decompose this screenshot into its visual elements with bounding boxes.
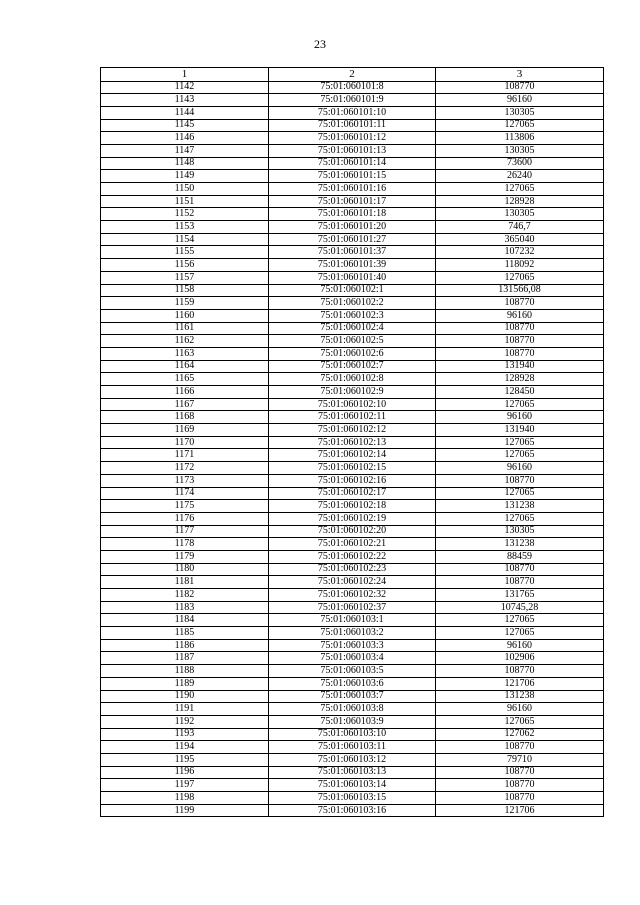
cadastral-number-cell: 75:01:060103:13 <box>269 766 436 779</box>
cadastral-number-cell: 75:01:060101:15 <box>269 170 436 183</box>
row-number-cell: 1199 <box>101 804 269 817</box>
table-row <box>101 246 604 259</box>
row-number-cell: 1196 <box>101 766 269 779</box>
row-number-cell: 1170 <box>101 436 269 449</box>
value-cell: 127065 <box>436 436 604 449</box>
row-number-cell: 1144 <box>101 106 269 119</box>
table-row <box>101 728 604 741</box>
row-number-cell: 1160 <box>101 309 269 322</box>
value-cell: 127065 <box>436 398 604 411</box>
table-row <box>101 132 604 145</box>
value-cell: 108770 <box>436 779 604 792</box>
value-cell: 26240 <box>436 170 604 183</box>
value-cell: 131238 <box>436 538 604 551</box>
cadastral-number-cell: 75:01:060103:5 <box>269 665 436 678</box>
cadastral-number-cell: 75:01:060102:19 <box>269 512 436 525</box>
table-row <box>101 563 604 576</box>
table-row <box>101 715 604 728</box>
table-row <box>101 386 604 399</box>
table-row <box>101 81 604 94</box>
cadastral-number-cell: 75:01:060101:13 <box>269 144 436 157</box>
cadastral-number-cell: 75:01:060103:1 <box>269 614 436 627</box>
table-row <box>101 233 604 246</box>
table-row <box>101 411 604 424</box>
row-number-cell: 1145 <box>101 119 269 132</box>
table-row <box>101 259 604 272</box>
row-number-cell: 1174 <box>101 487 269 500</box>
cadastral-number-cell: 75:01:060102:3 <box>269 309 436 322</box>
table-row <box>101 550 604 563</box>
table-row <box>101 271 604 284</box>
row-number-cell: 1166 <box>101 386 269 399</box>
cadastral-number-cell: 75:01:060102:12 <box>269 424 436 437</box>
table-row <box>101 360 604 373</box>
table-row <box>101 665 604 678</box>
value-cell: 96160 <box>436 411 604 424</box>
table-row <box>101 703 604 716</box>
row-number-cell: 1189 <box>101 677 269 690</box>
table-row <box>101 183 604 196</box>
cadastral-number-cell: 75:01:060102:9 <box>269 386 436 399</box>
row-number-cell: 1158 <box>101 284 269 297</box>
table-body <box>101 81 604 817</box>
value-cell: 127065 <box>436 119 604 132</box>
value-cell: 96160 <box>436 462 604 475</box>
cadastral-number-cell: 75:01:060101:40 <box>269 271 436 284</box>
value-cell: 131566,08 <box>436 284 604 297</box>
row-number-cell: 1192 <box>101 715 269 728</box>
table-row <box>101 576 604 589</box>
row-number-cell: 1184 <box>101 614 269 627</box>
value-cell: 88459 <box>436 550 604 563</box>
row-number-cell: 1179 <box>101 550 269 563</box>
value-cell: 121706 <box>436 677 604 690</box>
table-row <box>101 309 604 322</box>
value-cell: 127065 <box>436 715 604 728</box>
value-cell: 108770 <box>436 297 604 310</box>
value-cell: 108770 <box>436 563 604 576</box>
value-cell: 108770 <box>436 576 604 589</box>
cadastral-number-cell: 75:01:060103:8 <box>269 703 436 716</box>
cadastral-number-cell: 75:01:060103:9 <box>269 715 436 728</box>
table-row <box>101 792 604 805</box>
value-cell: 130305 <box>436 106 604 119</box>
row-number-cell: 1175 <box>101 500 269 513</box>
row-number-cell: 1155 <box>101 246 269 259</box>
table-row <box>101 297 604 310</box>
table-row <box>101 741 604 754</box>
row-number-cell: 1178 <box>101 538 269 551</box>
row-number-cell: 1183 <box>101 601 269 614</box>
row-number-cell: 1185 <box>101 627 269 640</box>
cadastral-number-cell: 75:01:060102:8 <box>269 373 436 386</box>
row-number-cell: 1152 <box>101 208 269 221</box>
cadastral-number-cell: 75:01:060103:11 <box>269 741 436 754</box>
table-row <box>101 119 604 132</box>
table-row <box>101 779 604 792</box>
table-row <box>101 512 604 525</box>
cadastral-number-cell: 75:01:060101:9 <box>269 94 436 107</box>
cadastral-number-cell: 75:01:060101:14 <box>269 157 436 170</box>
cadastral-number-cell: 75:01:060102:2 <box>269 297 436 310</box>
table-row <box>101 373 604 386</box>
value-cell: 130305 <box>436 525 604 538</box>
cadastral-number-cell: 75:01:060102:10 <box>269 398 436 411</box>
cadastral-number-cell: 75:01:060103:3 <box>269 639 436 652</box>
column-header-2: 2 <box>269 68 436 82</box>
value-cell: 107232 <box>436 246 604 259</box>
value-cell: 128928 <box>436 373 604 386</box>
cadastral-number-cell: 75:01:060102:4 <box>269 322 436 335</box>
table-row <box>101 208 604 221</box>
row-number-cell: 1187 <box>101 652 269 665</box>
row-number-cell: 1197 <box>101 779 269 792</box>
table-row <box>101 487 604 500</box>
value-cell: 127065 <box>436 487 604 500</box>
row-number-cell: 1177 <box>101 525 269 538</box>
column-header-3: 3 <box>436 68 604 82</box>
cadastral-number-cell: 75:01:060103:14 <box>269 779 436 792</box>
cadastral-number-cell: 75:01:060102:13 <box>269 436 436 449</box>
row-number-cell: 1195 <box>101 753 269 766</box>
row-number-cell: 1164 <box>101 360 269 373</box>
cadastral-number-cell: 75:01:060102:7 <box>269 360 436 373</box>
row-number-cell: 1188 <box>101 665 269 678</box>
cadastral-number-cell: 75:01:060102:15 <box>269 462 436 475</box>
cadastral-number-cell: 75:01:060101:37 <box>269 246 436 259</box>
cadastral-number-cell: 75:01:060101:20 <box>269 221 436 234</box>
row-number-cell: 1154 <box>101 233 269 246</box>
row-number-cell: 1159 <box>101 297 269 310</box>
value-cell: 10745,28 <box>436 601 604 614</box>
cadastral-number-cell: 75:01:060101:16 <box>269 183 436 196</box>
table-row <box>101 639 604 652</box>
cadastral-number-cell: 75:01:060103:10 <box>269 728 436 741</box>
row-number-cell: 1143 <box>101 94 269 107</box>
table-row <box>101 525 604 538</box>
value-cell: 127065 <box>436 183 604 196</box>
table-row <box>101 538 604 551</box>
value-cell: 108770 <box>436 665 604 678</box>
value-cell: 108770 <box>436 335 604 348</box>
table-row <box>101 474 604 487</box>
header-row <box>101 68 604 82</box>
value-cell: 127065 <box>436 449 604 462</box>
value-cell: 131940 <box>436 360 604 373</box>
row-number-cell: 1147 <box>101 144 269 157</box>
table-row <box>101 157 604 170</box>
cadastral-number-cell: 75:01:060102:32 <box>269 589 436 602</box>
cadastral-number-cell: 75:01:060102:5 <box>269 335 436 348</box>
table-row <box>101 462 604 475</box>
cadastral-number-cell: 75:01:060103:12 <box>269 753 436 766</box>
row-number-cell: 1150 <box>101 183 269 196</box>
row-number-cell: 1167 <box>101 398 269 411</box>
row-number-cell: 1193 <box>101 728 269 741</box>
cadastral-number-cell: 75:01:060102:22 <box>269 550 436 563</box>
cadastral-number-cell: 75:01:060103:16 <box>269 804 436 817</box>
table-row <box>101 804 604 817</box>
column-header-1: 1 <box>101 68 269 82</box>
value-cell: 96160 <box>436 639 604 652</box>
row-number-cell: 1169 <box>101 424 269 437</box>
row-number-cell: 1198 <box>101 792 269 805</box>
row-number-cell: 1153 <box>101 221 269 234</box>
cadastral-number-cell: 75:01:060101:12 <box>269 132 436 145</box>
row-number-cell: 1156 <box>101 259 269 272</box>
row-number-cell: 1163 <box>101 347 269 360</box>
table-row <box>101 652 604 665</box>
value-cell: 79710 <box>436 753 604 766</box>
cadastral-number-cell: 75:01:060101:11 <box>269 119 436 132</box>
row-number-cell: 1162 <box>101 335 269 348</box>
table-row <box>101 335 604 348</box>
value-cell: 130305 <box>436 144 604 157</box>
cadastral-number-cell: 75:01:060102:23 <box>269 563 436 576</box>
value-cell: 96160 <box>436 703 604 716</box>
cadastral-number-cell: 75:01:060102:14 <box>269 449 436 462</box>
cadastral-number-cell: 75:01:060101:39 <box>269 259 436 272</box>
row-number-cell: 1173 <box>101 474 269 487</box>
cadastral-number-cell: 75:01:060101:18 <box>269 208 436 221</box>
cadastral-number-cell: 75:01:060102:11 <box>269 411 436 424</box>
cadastral-number-cell: 75:01:060102:37 <box>269 601 436 614</box>
row-number-cell: 1194 <box>101 741 269 754</box>
row-number-cell: 1180 <box>101 563 269 576</box>
row-number-cell: 1171 <box>101 449 269 462</box>
value-cell: 127065 <box>436 614 604 627</box>
value-cell: 127062 <box>436 728 604 741</box>
value-cell: 131765 <box>436 589 604 602</box>
cadastral-number-cell: 75:01:060103:6 <box>269 677 436 690</box>
cadastral-number-cell: 75:01:060102:18 <box>269 500 436 513</box>
table-row <box>101 614 604 627</box>
row-number-cell: 1172 <box>101 462 269 475</box>
row-number-cell: 1181 <box>101 576 269 589</box>
cadastral-number-cell: 75:01:060103:15 <box>269 792 436 805</box>
table-row <box>101 449 604 462</box>
value-cell: 96160 <box>436 94 604 107</box>
table-row <box>101 284 604 297</box>
table-row <box>101 677 604 690</box>
table-row <box>101 424 604 437</box>
value-cell: 108770 <box>436 81 604 94</box>
row-number-cell: 1142 <box>101 81 269 94</box>
cadastral-number-cell: 75:01:060103:7 <box>269 690 436 703</box>
table-row <box>101 170 604 183</box>
row-number-cell: 1157 <box>101 271 269 284</box>
value-cell: 108770 <box>436 766 604 779</box>
value-cell: 365040 <box>436 233 604 246</box>
value-cell: 108770 <box>436 322 604 335</box>
value-cell: 130305 <box>436 208 604 221</box>
value-cell: 131940 <box>436 424 604 437</box>
table-row <box>101 627 604 640</box>
row-number-cell: 1168 <box>101 411 269 424</box>
cadastral-number-cell: 75:01:060103:4 <box>269 652 436 665</box>
table-row <box>101 601 604 614</box>
cadastral-number-cell: 75:01:060102:24 <box>269 576 436 589</box>
row-number-cell: 1176 <box>101 512 269 525</box>
row-number-cell: 1151 <box>101 195 269 208</box>
table-row <box>101 589 604 602</box>
value-cell: 73600 <box>436 157 604 170</box>
value-cell: 113806 <box>436 132 604 145</box>
table-row <box>101 106 604 119</box>
page-number: 23 <box>314 37 326 51</box>
cadastral-number-cell: 75:01:060101:17 <box>269 195 436 208</box>
value-cell: 127065 <box>436 627 604 640</box>
cadastral-number-cell: 75:01:060101:8 <box>269 81 436 94</box>
value-cell: 118092 <box>436 259 604 272</box>
cadastral-number-cell: 75:01:060102:21 <box>269 538 436 551</box>
row-number-cell: 1161 <box>101 322 269 335</box>
cadastral-number-cell: 75:01:060102:17 <box>269 487 436 500</box>
table-row <box>101 144 604 157</box>
table-row <box>101 322 604 335</box>
row-number-cell: 1182 <box>101 589 269 602</box>
table-row <box>101 221 604 234</box>
table-row <box>101 436 604 449</box>
value-cell: 108770 <box>436 347 604 360</box>
row-number-cell: 1186 <box>101 639 269 652</box>
value-cell: 121706 <box>436 804 604 817</box>
table-row <box>101 500 604 513</box>
cadastral-number-cell: 75:01:060102:20 <box>269 525 436 538</box>
table-row <box>101 766 604 779</box>
value-cell: 102906 <box>436 652 604 665</box>
value-cell: 746,7 <box>436 221 604 234</box>
row-number-cell: 1149 <box>101 170 269 183</box>
table-row <box>101 195 604 208</box>
table-row <box>101 347 604 360</box>
table-row <box>101 398 604 411</box>
table-header <box>101 68 604 82</box>
value-cell: 96160 <box>436 309 604 322</box>
value-cell: 128450 <box>436 386 604 399</box>
value-cell: 128928 <box>436 195 604 208</box>
cadastral-number-cell: 75:01:060101:10 <box>269 106 436 119</box>
value-cell: 108770 <box>436 474 604 487</box>
cadastral-number-cell: 75:01:060101:27 <box>269 233 436 246</box>
row-number-cell: 1148 <box>101 157 269 170</box>
data-table <box>100 67 604 817</box>
row-number-cell: 1191 <box>101 703 269 716</box>
value-cell: 108770 <box>436 741 604 754</box>
cadastral-number-cell: 75:01:060102:16 <box>269 474 436 487</box>
table-row <box>101 753 604 766</box>
value-cell: 127065 <box>436 512 604 525</box>
row-number-cell: 1146 <box>101 132 269 145</box>
row-number-cell: 1165 <box>101 373 269 386</box>
row-number-cell: 1190 <box>101 690 269 703</box>
value-cell: 131238 <box>436 690 604 703</box>
value-cell: 131238 <box>436 500 604 513</box>
cadastral-number-cell: 75:01:060102:6 <box>269 347 436 360</box>
table-row <box>101 690 604 703</box>
table-row <box>101 94 604 107</box>
cadastral-number-cell: 75:01:060102:1 <box>269 284 436 297</box>
value-cell: 108770 <box>436 792 604 805</box>
value-cell: 127065 <box>436 271 604 284</box>
cadastral-number-cell: 75:01:060103:2 <box>269 627 436 640</box>
